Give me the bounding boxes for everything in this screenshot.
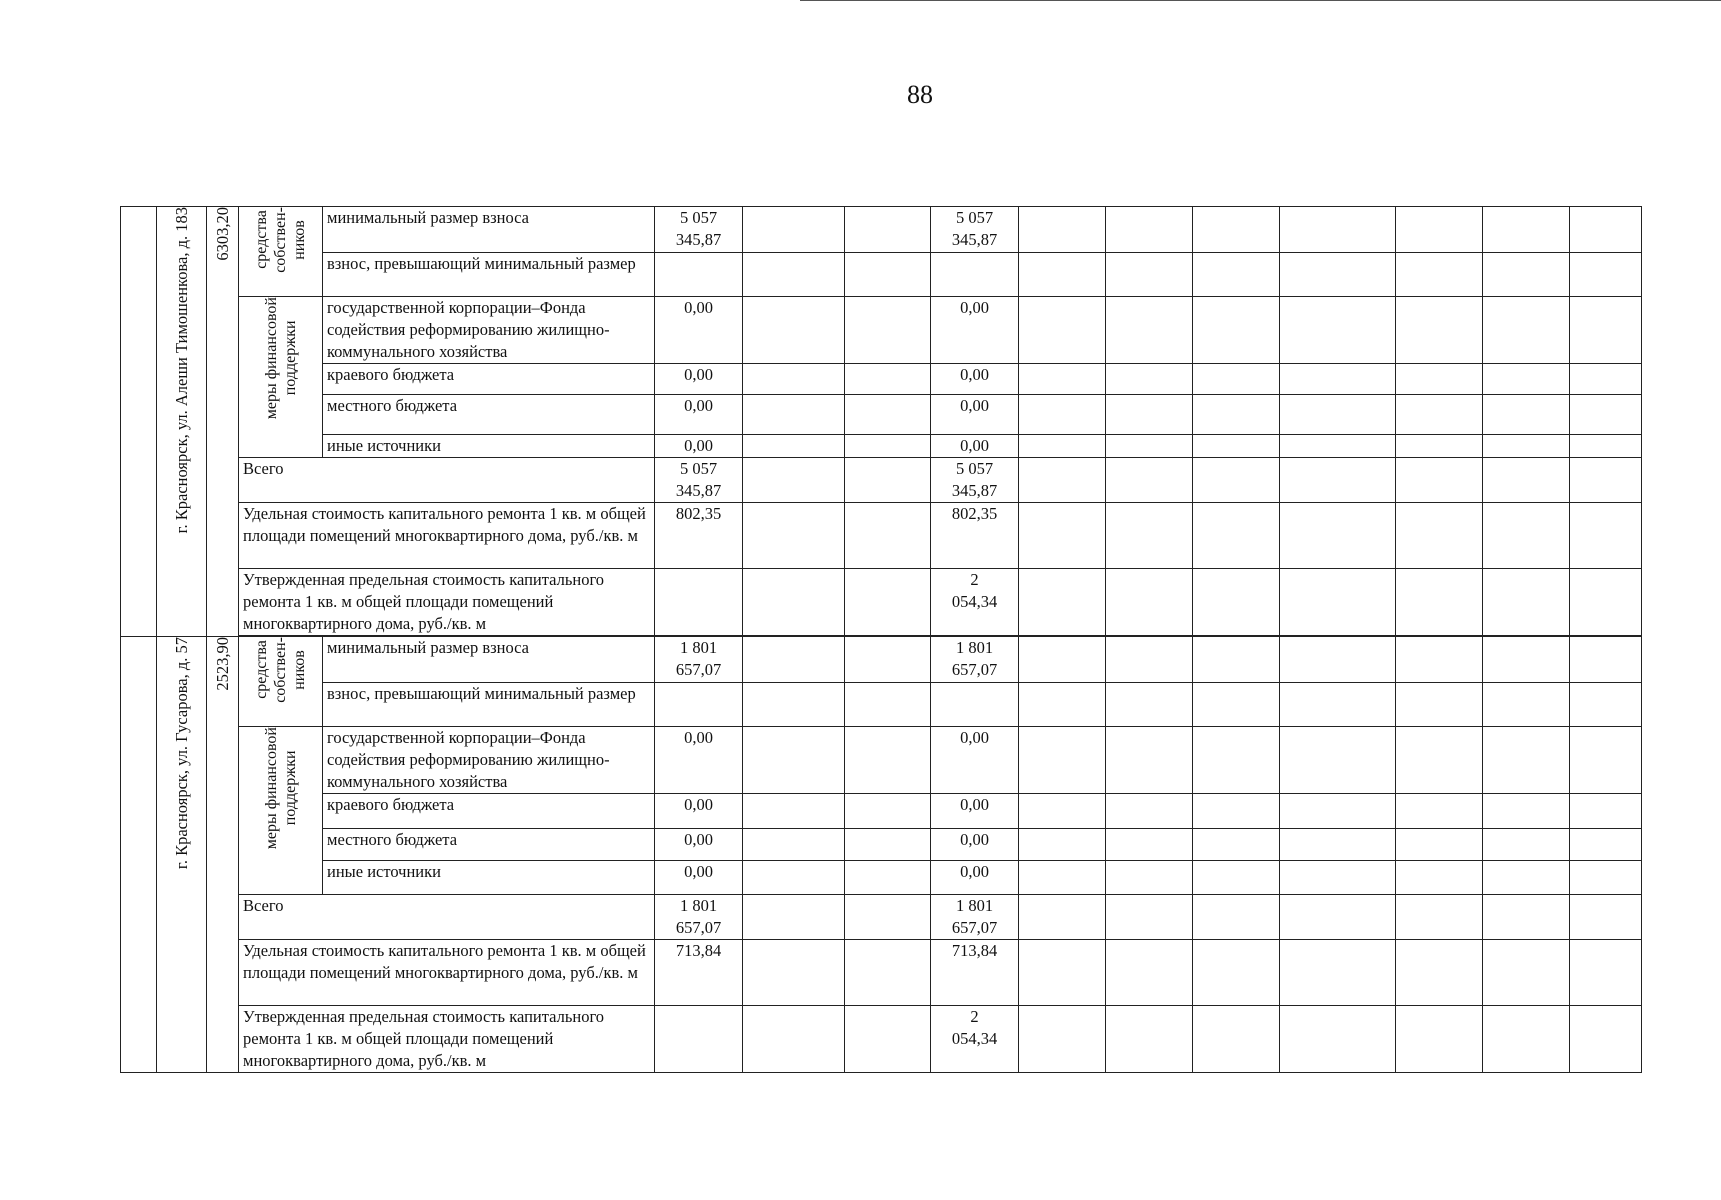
table-row: [121, 569, 1642, 636]
value-cell: 1 801 657,07: [655, 895, 743, 940]
address-cell: [157, 637, 207, 1073]
table-row: [121, 683, 1642, 727]
row-label: взнос, превышающий минимальный размер: [323, 683, 655, 727]
total-label: Всего: [239, 895, 655, 940]
value-cell: 5 057 345,87: [655, 458, 743, 503]
table-row: [121, 207, 1642, 253]
address-text: г. Красноярск, ул. Гусарова, д. 57: [171, 637, 191, 870]
row-label: местного бюджета: [323, 395, 655, 435]
value-cell: 802,35: [655, 503, 743, 569]
group-support-cell: [239, 297, 323, 458]
table-row: [121, 829, 1642, 861]
value-cell: 0,00: [655, 297, 743, 364]
group-support-text: меры финансовой поддержки: [262, 727, 299, 850]
row-label: иные источники: [323, 435, 655, 458]
table-row: [121, 637, 1642, 683]
row-label: иные источники: [323, 861, 655, 895]
area-cell: [207, 637, 239, 1073]
group-support-cell: [239, 727, 323, 895]
value-cell: 1 801 657,07: [655, 637, 743, 683]
value-cell: 0,00: [931, 794, 1019, 829]
row-label: краевого бюджета: [323, 794, 655, 829]
row-label: минимальный размер взноса: [323, 637, 655, 683]
table-row: [121, 895, 1642, 940]
row-label: краевого бюджета: [323, 364, 655, 395]
value-cell: 1 801 657,07: [931, 895, 1019, 940]
value-cell: 0,00: [931, 829, 1019, 861]
table-row: [121, 458, 1642, 503]
table-row: [121, 435, 1642, 458]
value-cell: 0,00: [931, 364, 1019, 395]
value-cell: 0,00: [931, 435, 1019, 458]
value-cell: 0,00: [931, 297, 1019, 364]
page-number: 88: [907, 80, 933, 109]
value-cell: 0,00: [655, 794, 743, 829]
value-cell: 0,00: [931, 727, 1019, 794]
value-cell: 2 054,34: [931, 1006, 1019, 1073]
repair-cost-table: [120, 206, 1642, 1073]
row-label: местного бюджета: [323, 829, 655, 861]
total-label: Всего: [239, 458, 655, 503]
row-label: государственной корпорации–Фонда содействия реформированию жилищно-коммунального хозяйства: [323, 297, 655, 364]
area-cell: [207, 207, 239, 637]
value-cell: 802,35: [931, 503, 1019, 569]
table-row: [121, 1006, 1642, 1073]
table-row: [121, 364, 1642, 395]
value-cell: 1 801 657,07: [931, 637, 1019, 683]
limit-cost-label: Утвержденная предельная стоимость капитального ремонта 1 кв. м общей площади помещений многоквартирного дома, руб./кв. м: [239, 1006, 655, 1073]
group-owners-text: средства собствен- ников: [253, 637, 308, 703]
area-text: 6303,20: [212, 207, 232, 261]
group-owners-cell: [239, 637, 323, 727]
value-cell: 0,00: [655, 861, 743, 895]
value-cell: 0,00: [655, 727, 743, 794]
value-cell: 0,00: [655, 829, 743, 861]
group-owners-text: средства собствен- ников: [253, 207, 308, 273]
row-label: взнос, превышающий минимальный размер: [323, 253, 655, 297]
unit-cost-label: Удельная стоимость капитального ремонта 1 кв. м общей площади помещений многоквартирного дома, руб./кв. м: [239, 940, 655, 1006]
value-cell: 0,00: [931, 861, 1019, 895]
value-cell: 713,84: [931, 940, 1019, 1006]
address-text: г. Красноярск, ул. Алеши Тимошенкова, д. 183: [171, 207, 191, 534]
empty-cell: [121, 637, 157, 1073]
unit-cost-label: Удельная стоимость капитального ремонта 1 кв. м общей площади помещений многоквартирного дома, руб./кв. м: [239, 503, 655, 569]
row-label: государственной корпорации–Фонда содействия реформированию жилищно-коммунального хозяйства: [323, 727, 655, 794]
group-owners-cell: [239, 207, 323, 297]
value-cell: 5 057 345,87: [655, 207, 743, 253]
table-row: [121, 297, 1642, 364]
limit-cost-label: Утвержденная предельная стоимость капитального ремонта 1 кв. м общей площади помещений многоквартирного дома, руб./кв. м: [239, 569, 655, 636]
row-label: минимальный размер взноса: [323, 207, 655, 253]
value-cell: 0,00: [931, 395, 1019, 435]
table-row: [121, 253, 1642, 297]
value-cell: 0,00: [655, 435, 743, 458]
area-text: 2523,90: [212, 637, 232, 691]
group-support-text: меры финансовой поддержки: [262, 297, 299, 420]
value-cell: 2 054,34: [931, 569, 1019, 636]
address-cell: [157, 207, 207, 637]
table-row: [121, 861, 1642, 895]
empty-cell: [121, 207, 157, 637]
table-row: [121, 727, 1642, 794]
table-row: [121, 503, 1642, 569]
value-cell: 713,84: [655, 940, 743, 1006]
table-row: [121, 794, 1642, 829]
table-row: [121, 395, 1642, 435]
page-top-edge: [800, 0, 1721, 1]
value-cell: 5 057 345,87: [931, 458, 1019, 503]
value-cell: 5 057 345,87: [931, 207, 1019, 253]
table-row: [121, 940, 1642, 1006]
value-cell: 0,00: [655, 395, 743, 435]
value-cell: 0,00: [655, 364, 743, 395]
